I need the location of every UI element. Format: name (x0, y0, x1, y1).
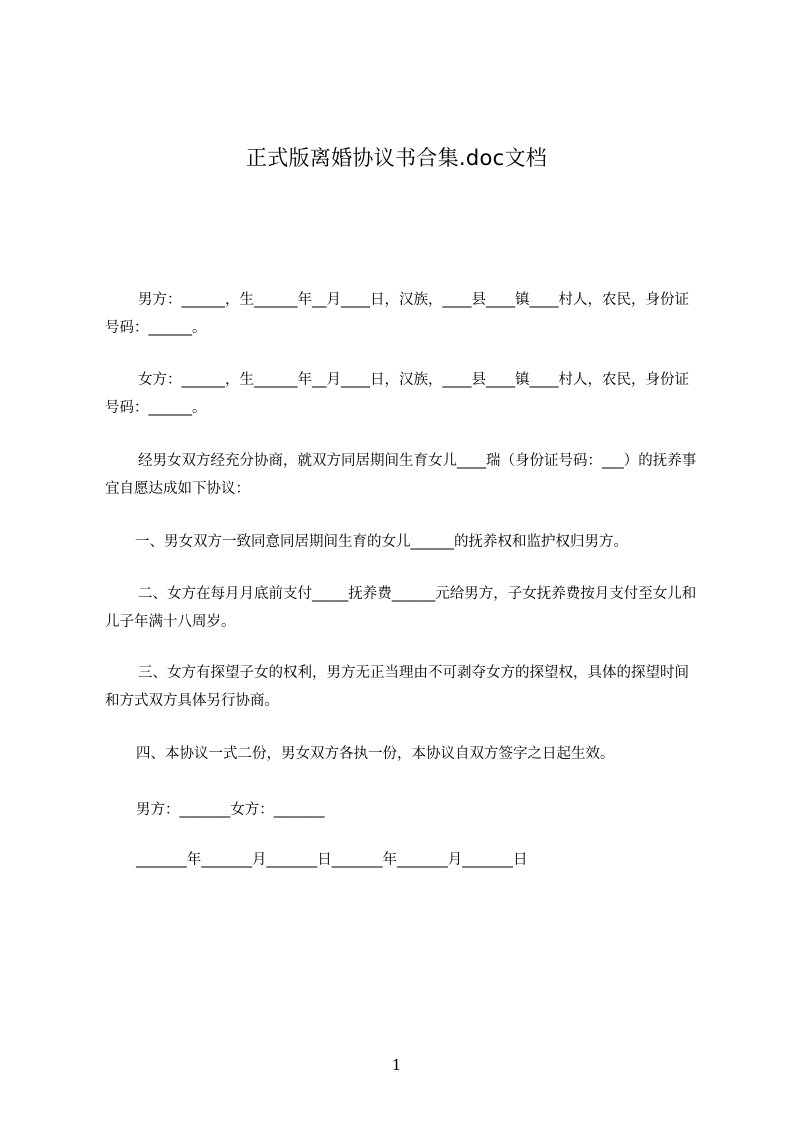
paragraph-male-party (105, 286, 703, 342)
paragraph-clause-4 (105, 740, 703, 768)
paragraph-text: 经男女双方经充分协商，就双方同居期间生育女儿____瑞（身份证号码：___）的抚养事宜自愿达成如下协议： (105, 453, 697, 497)
paragraph-clause-3 (105, 659, 703, 715)
paragraph-agreement-intro (105, 447, 703, 503)
paragraph-female-party (105, 366, 703, 422)
signature-line (105, 796, 703, 824)
paragraph-text: 男方：______，生______年__月____日，汉族，____县____镇____村人，农民，身份证号码：______。 (105, 292, 689, 336)
paragraph-text: 男方：_______女方：_______ (136, 802, 325, 818)
paragraph-text: 女方：______，生______年__月____日，汉族，____县____镇____村人，农民，身份证号码：______。 (105, 372, 689, 416)
paragraph-text: 二、女方在每月月底前支付_____抚养费______元给男方，子女抚养费按月支付至女儿和儿子年满十八周岁。 (105, 586, 697, 630)
paragraph-text: 四、本协议一式二份，男女双方各执一份，本协议自双方签字之日起生效。 (136, 746, 615, 762)
page-number: 1 (391, 1056, 402, 1074)
paragraph-text: 一、男女双方一致同意同居期间生育的女儿______的抚养权和监护权归男方。 (135, 534, 628, 550)
date-line (105, 846, 703, 874)
paragraph-text: _______年_______月_______日_______年_______月_______日 (136, 852, 528, 868)
paragraph-text: 三、女方有探望子女的权利，男方无正当理由不可剥夺女方的探望权，具体的探望时间和方式双方具体另行协商。 (105, 665, 689, 709)
paragraph-clause-1 (105, 528, 703, 556)
paragraph-clause-2 (105, 580, 703, 636)
document-title: 正式版离婚协议书合集.doc文档 (245, 146, 548, 170)
